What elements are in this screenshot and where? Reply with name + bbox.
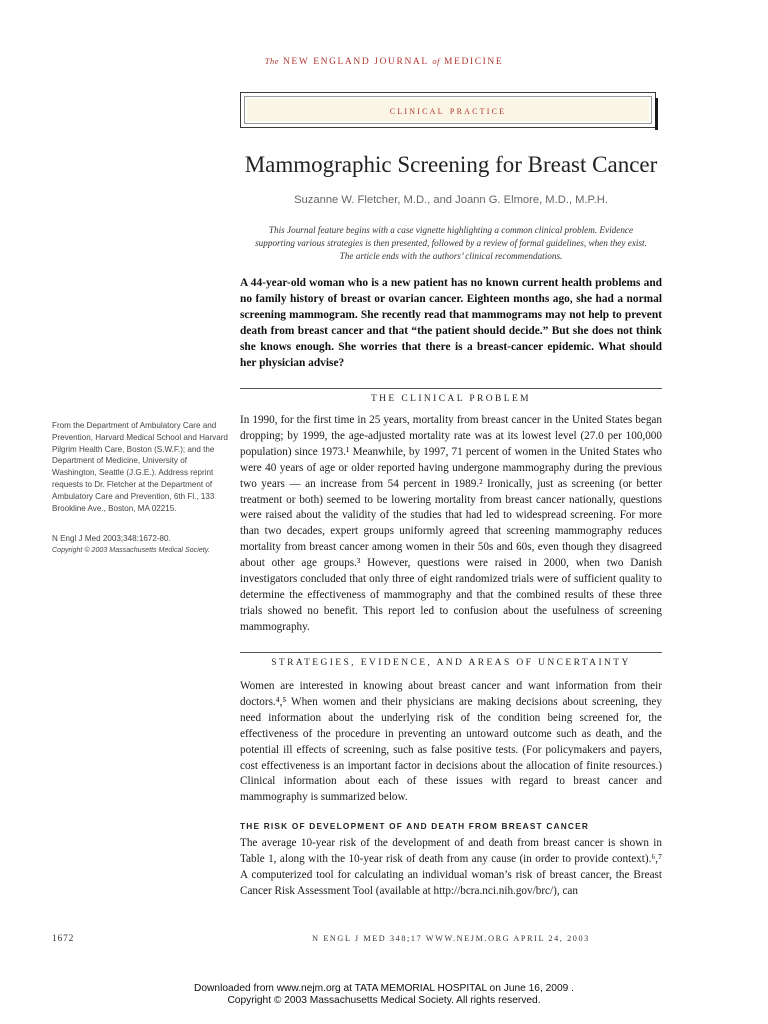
journal-header-the: The: [264, 56, 279, 66]
article-authors: Suzanne W. Fletcher, M.D., and Joann G. Elmore, M.D., M.P.H.: [294, 194, 608, 206]
section-box-right-rule: [655, 98, 658, 130]
page-number: 1672: [52, 934, 75, 944]
citation-note: [52, 533, 232, 556]
download-notice-line2: Copyright © 2003 Massachusetts Medical Society. All rights reserved.: [227, 995, 541, 1006]
subsection-text-risk: The average 10-year risk of the development of and death from breast cancer is shown in Table 1, along with the 10-year risk of death from any cause (in order to provide context).⁶,⁷ A computerized tool for calculating an individual woman’s risk of breast cancer, the Breast Cancer Risk Assessment Tool (available at http://bcra.nci.nih.gov/brc/), can: [240, 837, 662, 897]
download-notice-line1: Downloaded from www.nejm.org at TATA MEMORIAL HOSPITAL on June 16, 2009 .: [194, 983, 574, 994]
subsection-heading-risk: THE RISK OF DEVELOPMENT OF AND DEATH FROM BREAST CANCER: [240, 821, 590, 831]
section-label: clinical practice: [247, 99, 649, 121]
feature-note: This Journal feature begins with a case vignette highlighting a common clinical problem. Evidence supporting various strategies is then presented, followed by a review of formal guidelines, when they exist. The article ends with the authors’ clinical recommendations.: [255, 225, 647, 261]
download-notice: [0, 983, 768, 1007]
section-heading-clinical-problem: THE CLINICAL PROBLEM: [240, 388, 662, 404]
section-heading-strategies: STRATEGIES, EVIDENCE, AND AREAS OF UNCERTAINTY: [240, 652, 662, 668]
journal-header: [0, 56, 768, 67]
case-vignette: A 44-year-old woman who is a new patient has no known current health problems and no family history of breast or ovarian cancer. Eighteen months ago, she had a normal screening mammogram. She recently read that mammograms may not help to prevent death from breast cancer and that “the patient should decide.” But she does not think she knows enough. She worries that there is a breast-cancer epidemic. What should her physician advise?: [240, 277, 662, 369]
section-text-clinical-problem: In 1990, for the first time in 25 years, mortality from breast cancer in the United States began dropping; by 1999, the age-adjusted mortality rate was at its lowest level (27.0 per 100,000 population) since 1973.¹ Meanwhile, by 1997, 71 percent of women in the United States who were 40 years of age or older reported having undergone mammography during the previous two years — an increase from 54 percent in 1989.² Ironically, just as screening (or better treatment or both) seemed to be lowering mortality from breast cancer nationally, questions were raised about the validity of the studies that had led to widespread screening. For more than two decades, expert groups uniformly agreed that screening mammography reduces mortality from breast cancer among women in their 50s and 60s, even though they disagreed about other age groups.³ However, questions were raised in 2000, when two Danish investigators concluded that only three of eight randomized trials were of sufficient quality to determine the effectiveness of mammography and that the combined results of these three trials showed no benefit. This report led to confusion about the usefulness of screening mammography.: [240, 414, 662, 633]
copyright-text: Copyright © 2003 Massachusetts Medical Society.: [52, 545, 210, 554]
citation-text: N Engl J Med 2003;348:1672-80.: [52, 534, 171, 543]
section-text-strategies: Women are interested in knowing about breast cancer and want information from their doctors.⁴,⁵ When women and their physicians are making decisions about screening, they need information about the underlying risk of the condition being screened for, the effectiveness of the procedure in preventing an untoward outcome such as death, and the potential ill effects of screening, such as false positive tests. (For policymakers and payers, cost effectiveness is an important factor in decisions about the allocation of finite resources.) Clinical information about each of these issues with regard to breast cancer and mammography is summarized below.: [240, 680, 662, 804]
running-footer: N ENGL J MED 348;17 WWW.NEJM.ORG APRIL 24, 2003: [312, 934, 590, 943]
article-title: Mammographic Screening for Breast Cancer: [244, 152, 658, 177]
journal-header-of: of: [432, 56, 441, 66]
journal-header-medicine: MEDICINE: [444, 57, 504, 67]
section-label-box: [240, 92, 656, 128]
author-affiliation-note: From the Department of Ambulatory Care and Prevention, Harvard Medical School and Harvard Pilgrim Health Care, Boston (S.W.F.); and the Department of Medicine, University of Washington, Seattle (J.G.E.). Address reprint requests to Dr. Fletcher at the Department of Ambulatory Care and Prevention, 6th Fl., 133 Brookline Ave., Boston, MA 02215.: [52, 421, 228, 513]
journal-header-main: NEW ENGLAND JOURNAL: [282, 57, 429, 67]
